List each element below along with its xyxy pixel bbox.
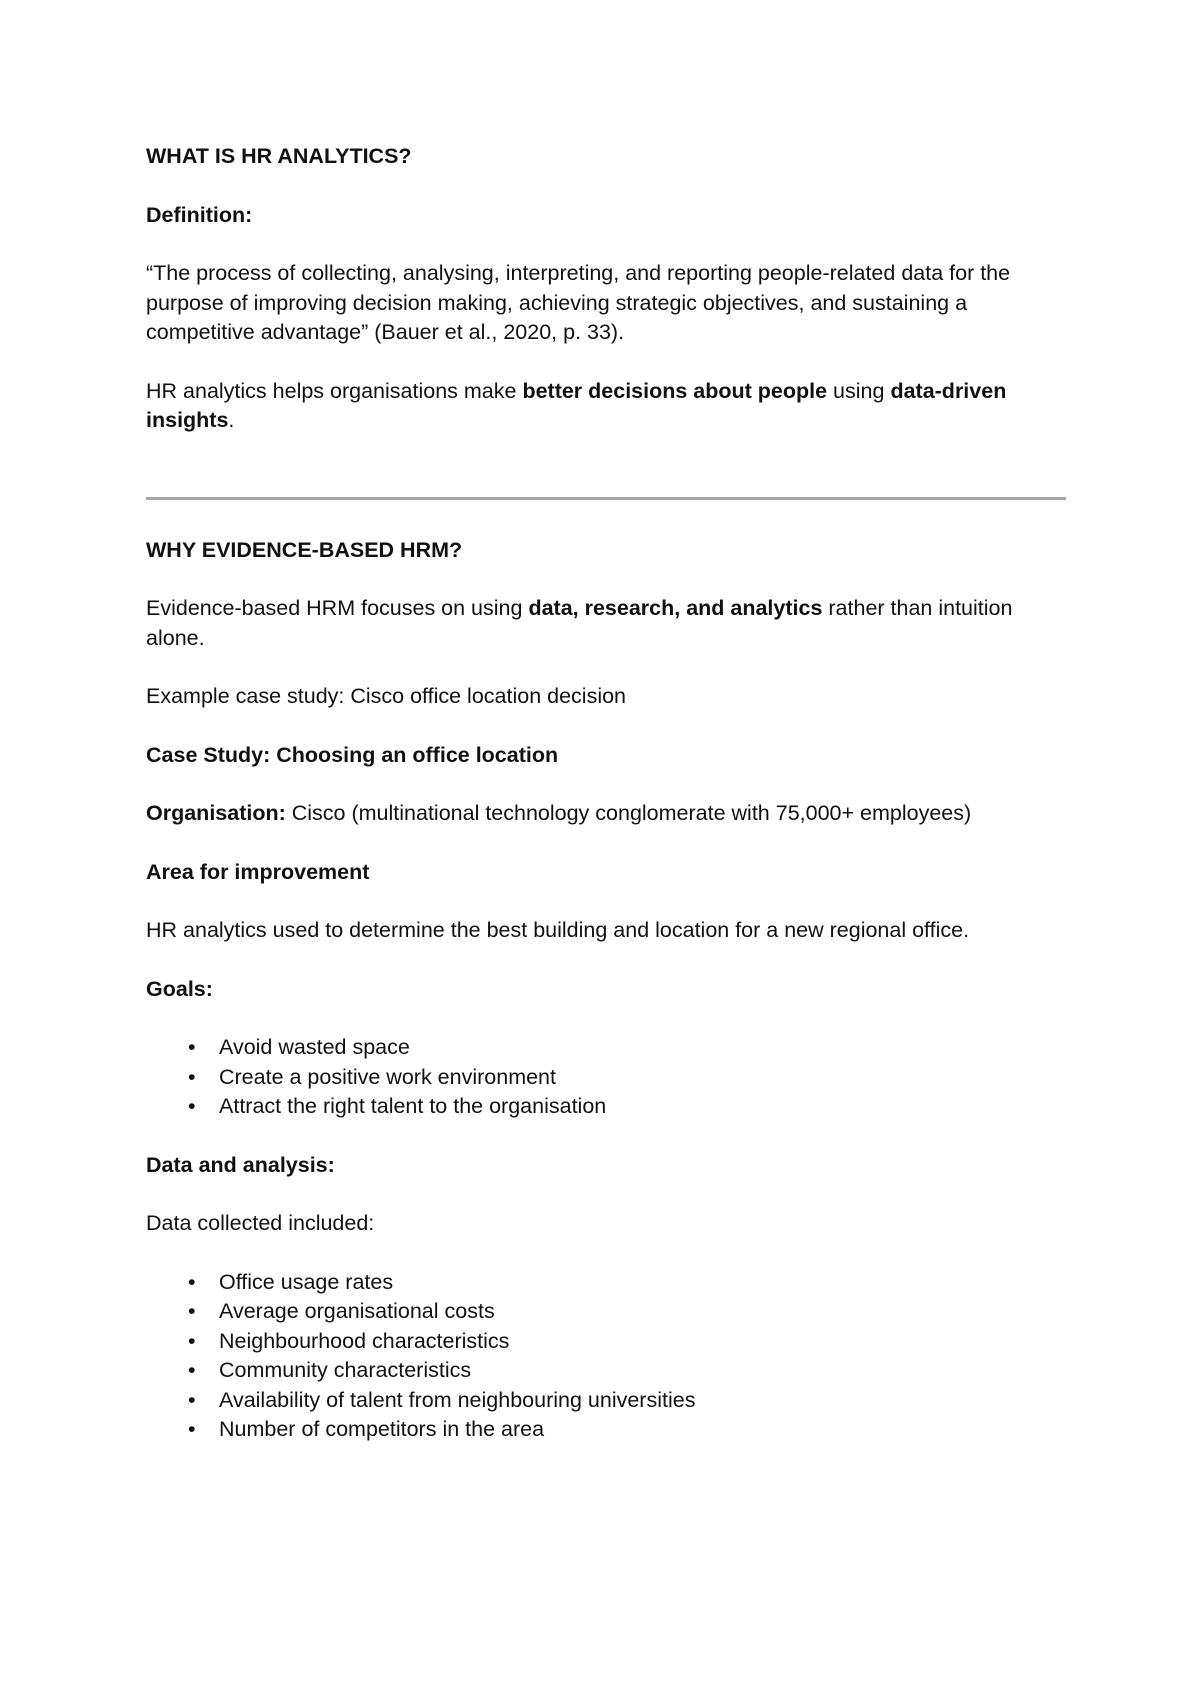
document-page (146, 142, 1066, 1445)
data-item-text: Average organisational costs (219, 1299, 495, 1323)
section-heading-hr-analytics: WHAT IS HR ANALYTICS? (146, 144, 412, 168)
list-item (146, 1327, 1066, 1357)
intro-emphasis: data, research, and analytics (528, 596, 823, 620)
summary-text: HR analytics helps organisations make (146, 378, 523, 403)
goals-heading: Goals: (146, 976, 213, 1001)
summary-text: . (228, 408, 235, 432)
area-for-improvement-text: HR analytics used to determine the best building and location for a new regional office. (146, 918, 970, 942)
intro-text: rather than intuition alone. (146, 596, 1013, 650)
list-item (146, 1063, 1066, 1093)
summary-paragraph (146, 377, 1066, 436)
bullet-icon: • (188, 1417, 196, 1441)
definition-label: Definition: (146, 202, 253, 227)
list-item (146, 1268, 1066, 1298)
summary-text: using (827, 378, 891, 403)
data-item-text: Availability of talent from neighbouring universities (219, 1387, 696, 1412)
data-intro-text: Data collected included: (146, 1211, 375, 1235)
goal-text: Create a positive work environment (219, 1064, 556, 1089)
bullet-icon: • (188, 1387, 196, 1412)
example-case-study: Example case study: Cisco office location decision (146, 684, 627, 708)
organisation-line (146, 799, 1066, 829)
area-for-improvement-heading: Area for improvement (146, 859, 370, 884)
case-study-heading: Case Study: Choosing an office location (146, 742, 559, 767)
list-item (146, 1033, 1066, 1063)
data-item-text: Community characteristics (219, 1358, 472, 1382)
summary-emphasis-insights: data-driven insights (146, 378, 1007, 432)
list-item (146, 1092, 1066, 1122)
evidence-intro-paragraph (146, 594, 1066, 653)
data-and-analysis-heading: Data and analysis: (146, 1152, 335, 1177)
bullet-icon: • (188, 1299, 196, 1323)
data-item-text: Neighbourhood characteristics (219, 1328, 510, 1353)
organisation-value: Cisco (multinational technology conglomerate with 75,000+ employees) (285, 801, 972, 825)
goals-list (146, 1033, 1066, 1122)
bullet-icon: • (188, 1358, 196, 1382)
list-item (146, 1386, 1066, 1416)
intro-text: Evidence-based HRM focuses on using (146, 596, 529, 620)
list-item (146, 1415, 1066, 1445)
bullet-icon: • (188, 1269, 196, 1294)
data-item-text: Office usage rates (219, 1269, 394, 1294)
list-item (146, 1356, 1066, 1386)
goal-text: Avoid wasted space (219, 1035, 410, 1059)
section-heading-evidence-based-hrm: WHY EVIDENCE-BASED HRM? (146, 537, 463, 562)
organisation-label: Organisation: (146, 801, 286, 825)
bullet-icon: • (188, 1064, 196, 1089)
bullet-icon: • (188, 1094, 196, 1118)
goal-text: Attract the right talent to the organisation (219, 1094, 607, 1118)
bullet-icon: • (188, 1328, 196, 1353)
definition-quote: “The process of collecting, analysing, interpreting, and reporting people-related data for the purpose of improving decision making, achieving strategic objectives, and sustaining a competitive advantage” (Bauer et al., 2020, p. 33). (146, 261, 1011, 344)
bullet-icon: • (188, 1035, 196, 1059)
summary-emphasis-decisions: better decisions about people (522, 378, 828, 403)
data-items-list (146, 1268, 1066, 1445)
data-item-text: Number of competitors in the area (219, 1417, 545, 1441)
list-item (146, 1297, 1066, 1327)
